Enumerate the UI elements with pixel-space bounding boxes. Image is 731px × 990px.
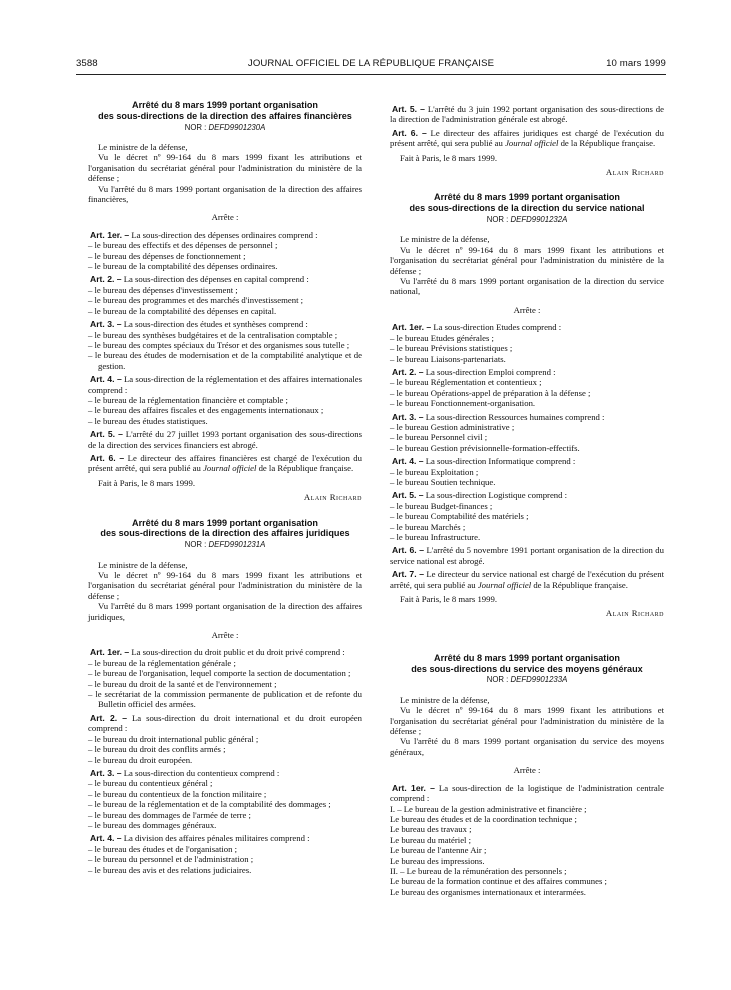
list-item: – le bureau du droit des conflits armés ; [88,744,226,755]
vu-decret: Vu le décret nº 99-164 du 8 mars 1999 fixant les attributions et l'organisation du secrétariat général pour l'administration du ministère de la défense ; [88,152,362,184]
fait-a-paris: Fait à Paris, le 8 mars 1999. [400,152,497,163]
nor-reference: NOR : DEFD9901233A [486,675,568,685]
list-item: – le bureau du droit européen. [88,754,193,765]
arrete-service-national [390,192,664,618]
decree-title: Arrêté du 8 mars 1999 portant organisation des sous-directions de la direction du service national [409,192,645,214]
list-item: Le bureau de l'antenne Air ; [390,845,487,856]
article-6: Art. 6. – Le directeur des affaires financières est chargé de l'exécution du présent arrêté, qui sera publié au Journal officiel de la République française. [88,452,362,474]
list-item: – le bureau des dépenses d'investissement ; [88,284,238,295]
arrete-affaires-juridiques [88,518,362,875]
list-item: – le bureau des comptes spéciaux du Trésor et des organismes sous tutelle ; [88,339,350,350]
list-item: – le bureau des dépenses de fonctionnement ; [88,250,246,261]
vu-arrete: Vu l'arrêté du 8 mars 1999 portant organisation de la direction des affaires juridiques, [88,601,362,622]
list-item: – le bureau du personnel et de l'administration ; [88,854,254,865]
page-header [76,58,666,72]
decree-title: Arrêté du 8 mars 1999 portant organisation des sous-directions du service des moyens généraux [411,652,643,674]
article-4: Art. 4. – La sous-direction de la réglementation et des affaires internationales comprend : [88,374,362,395]
list-item: – le bureau de la réglementation financière et comptable ; [88,394,288,405]
article-7: Art. 7. – Le directeur du service national est chargé de l'exécution du présent arrêté, qui sera publié au Journal officiel de la République française. [390,569,664,590]
list-item: – le bureau du droit international public général ; [88,733,259,744]
article-2: Art. 2. – La sous-direction Emploi comprend : [392,366,556,377]
arrete-heading: Arrête : [513,304,541,315]
vu-arrete: Vu l'arrêté du 8 mars 1999 portant organisation du service des moyens généraux, [390,736,664,757]
list-item: Le bureau des études et de la coordination technique ; [390,813,577,824]
vu-decret: Vu le décret nº 99-164 du 8 mars 1999 fixant les attributions et l'organisation du secrétariat général pour l'administration du ministère de la défense ; [88,570,362,601]
list-item: – le bureau Infrastructure. [390,532,481,542]
list-item: Le bureau des travaux ; [390,824,472,835]
article-1: Art. 1er. – La sous-direction Etudes comprend : [392,322,562,333]
signature: Alain Richard [303,492,362,503]
list-item: – le bureau Opérations-appel de préparation à la défense ; [390,387,591,398]
article-1: Art. 1er. – La sous-direction du droit public et du droit privé comprend : [90,647,345,658]
article-1: Art. 1er. – La sous-direction des dépenses ordinaires comprend : [90,229,318,240]
list-item: – le bureau des études et de l'organisation ; [88,843,238,854]
list-item: – le bureau Réglementation et contentieux ; [390,377,542,388]
list-item: – le bureau des programmes et des marchés d'investissement ; [88,295,304,306]
article-2: Art. 2. – La sous-direction du droit international et du droit européen comprend : [88,712,362,734]
decree-title: Arrêté du 8 mars 1999 portant organisation des sous-directions de la direction des affaires financières [98,100,352,121]
list-item: Le bureau des impressions. [390,855,485,866]
arrete-heading: Arrête : [211,630,239,641]
article-3: Art. 3. – La sous-direction des études et synthèses comprend : [90,319,308,330]
minister-line: Le ministre de la défense, [98,559,188,570]
list-item: – le bureau Gestion administrative ; [390,421,515,432]
list-item: – le bureau des avis et des relations judiciaires. [88,864,252,875]
minister-line: Le ministre de la défense, [98,142,188,152]
list-item: I. – Le bureau de la gestion administrative et financière ; [390,803,587,814]
list-item: – le bureau de la comptabilité des dépenses en capital. [88,305,277,316]
decree-title: Arrêté du 8 mars 1999 portant organisation des sous-directions de la direction des affaires juridiques [100,517,350,539]
list-item: – le bureau Gestion prévisionnelle-formation-effectifs. [390,442,580,453]
list-item: Le bureau de la formation continue et des affaires communes ; [390,876,607,887]
list-item: – le bureau de la réglementation et de la comptabilité des dommages ; [88,799,331,810]
arrete-affaires-juridiques-suite [390,104,664,177]
list-item: – le bureau Soutien technique. [390,476,496,487]
header-rule [76,74,666,75]
list-item: – le bureau de la réglementation générale ; [88,657,236,668]
article-4: Art. 4. – La division des affaires pénales militaires comprend : [90,833,310,844]
arrete-affaires-financieres [88,100,362,503]
list-item: – le bureau de l'organisation, lequel comporte la section de documentation ; [88,668,351,679]
nor-reference: NOR : DEFD9901232A [486,215,568,225]
article-3: Art. 3. – La sous-direction Ressources humaines comprend : [392,411,605,422]
issue-date: 10 mars 1999 [606,58,666,69]
list-item: Le bureau des organismes internationaux et interarmées. [390,886,586,897]
list-item: – le bureau des synthèses budgétaires et de la centralisation comptable ; [88,329,338,340]
article-2: Art. 2. – La sous-direction des dépenses en capital comprend : [90,274,309,285]
vu-arrete: Vu l'arrêté du 8 mars 1999 portant organisation de la direction des affaires financières, [88,183,362,205]
article-1: Art. 1er. – La sous-direction de la logistique de l'administration centrale comprend : [390,782,665,804]
left-column [88,100,362,875]
article-5: Art. 5. – L'arrêté du 3 juin 1992 portant organisation des sous-directions de la direction de l'administration générale est abrogé. [390,104,665,125]
list-item: – le bureau Fonctionnement-organisation. [390,398,536,409]
article-4: Art. 4. – La sous-direction Informatique comprend : [392,456,576,467]
nor-reference: NOR : DEFD9901230A [184,122,266,132]
article-6: Art. 6. – Le directeur des affaires juridiques est chargé de l'exécution du présent arrêté, qui sera publié au Journal officiel de la République française. [390,127,664,149]
journal-title: JOURNAL OFFICIEL DE LA RÉPUBLIQUE FRANÇAISE [247,58,495,69]
list-item: – le bureau Liaisons-partenariats. [390,353,506,364]
signature: Alain Richard [605,608,664,619]
list-item: – le bureau Exploitation ; [390,466,479,477]
arrete-heading: Arrête : [211,212,239,223]
fait-a-paris: Fait à Paris, le 8 mars 1999. [98,477,195,488]
article-3: Art. 3. – La sous-direction du contentieux comprend : [90,767,280,778]
list-item: – le bureau de la comptabilité des dépenses ordinaires. [88,261,278,272]
list-item: II. – Le bureau de la rémunération des personnels ; [390,865,567,876]
list-item: – le bureau Marchés ; [390,521,466,532]
vu-decret: Vu le décret nº 99-164 du 8 mars 1999 fixant les attributions et l'organisation du secrétariat général pour l'administration du ministère de la défense ; [390,705,664,737]
vu-arrete: Vu l'arrêté du 8 mars 1999 portant organisation de la direction du service national, [390,276,664,297]
list-item: – le bureau des affaires fiscales et des engagements internationaux ; [88,405,324,416]
list-item: – le bureau des effectifs et des dépenses de personnel ; [88,240,278,251]
article-5: Art. 5. – L'arrêté du 27 juillet 1993 portant organisation des sous-directions de la direction des services financiers est abrogé. [88,429,362,450]
list-item: – le bureau des études de modernisation et de la comptabilité analytique et de gestion. [88,350,362,371]
list-item: – le bureau Etudes générales ; [390,332,494,343]
page-number: 3588 [76,58,98,69]
list-item: – le bureau du contentieux de la fonction militaire ; [88,788,267,799]
list-item: – le bureau des études statistiques. [88,415,208,426]
list-item: – le bureau Budget-finances ; [390,500,493,511]
article-6: Art. 6. – L'arrêté du 5 novembre 1991 portant organisation de la direction du service national est abrogé. [390,545,664,566]
arrete-heading: Arrête : [513,765,541,776]
vu-decret: Vu le décret nº 99-164 du 8 mars 1999 fixant les attributions et l'organisation du secrétariat général pour l'administration du ministère de la défense ; [390,244,664,276]
article-5: Art. 5. – La sous-direction Logistique comprend : [392,490,568,501]
list-item: – le bureau Personnel civil ; [390,432,488,443]
list-item: – le bureau du droit de la santé et de l'environnement ; [88,678,277,689]
minister-line: Le ministre de la défense, [400,234,490,245]
right-column [390,104,664,897]
minister-line: Le ministre de la défense, [400,694,490,705]
signature: Alain Richard [605,167,664,178]
list-item: – le bureau Comptabilité des matériels ; [390,511,529,522]
list-item: – le bureau des dommages généraux. [88,819,217,830]
fait-a-paris: Fait à Paris, le 8 mars 1999. [400,594,497,605]
list-item: Le bureau du matériel ; [390,834,472,845]
list-item: – le bureau du contentieux général ; [88,778,213,789]
list-item: – le bureau des dommages de l'armée de terre ; [88,809,251,820]
arrete-moyens-generaux [390,653,664,897]
list-item: – le bureau Prévisions statistiques ; [390,343,513,354]
nor-reference: NOR : DEFD9901231A [184,540,266,550]
list-item: – le secrétariat de la commission permanente de publication et de refonte du Bulletin officiel des armées. [88,689,362,710]
